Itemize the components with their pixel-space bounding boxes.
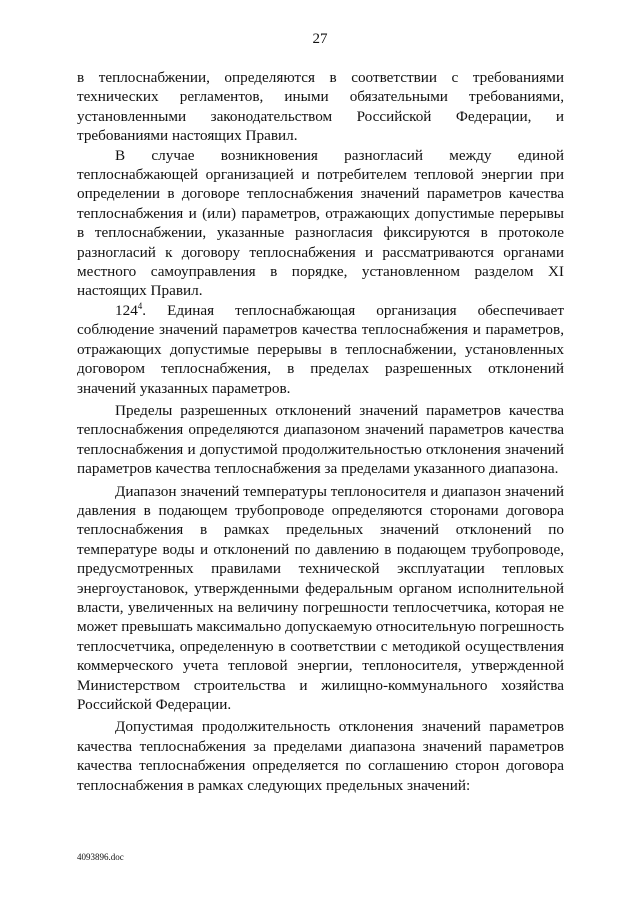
paragraph-deviation-limits: Пределы разрешенных отклонений значений параметров качества теплоснабжения определяются диапазоном значений параметров качества теплоснабжения и допустимой продолжительностью отклонения значений параметров качества теплоснабжения за пределами указанного диапазона.: [77, 401, 564, 478]
clause-number: 124: [115, 301, 138, 319]
page-number: 27: [312, 31, 328, 47]
paragraph-clause-124-4: [77, 301, 564, 398]
paragraph-disagreements: В случае возникновения разногласий между единой теплоснабжающей организацией и потребителем тепловой энергии при определении в договоре теплоснабжения значений параметров качества теплоснабжения и (или) параметров, отражающих допустимые перерывы в теплоснабжении, указанные разногласия фиксируются в протоколе разногласий к договору теплоснабжения и рассматриваются органами местного самоуправления в порядке, установленном разделом XI настоящих Правил.: [77, 146, 564, 300]
document-body: [77, 68, 564, 795]
paragraph-temperature-range: Диапазон значений температуры теплоносителя и диапазон значений давления в подающем трубопроводе определяются сторонами договора теплоснабжения в рамках предельных значений отклонений по температуре воды и отклонений по давлению в подающем трубопроводе, предусмотренных правилами технической эксплуатации тепловых энергоустановок, утвержденными федеральным органом исполнительной власти, увеличенных на величину погрешности теплосчетчика, которая не может превышать максимально допускаемую относительную погрешность теплосчетчика, определенную в соответствии с методикой осуществления коммерческого учета тепловой энергии, теплоносителя, утвержденной Министерством строительства и жилищно-коммунального хозяйства Российской Федерации.: [77, 482, 564, 713]
paragraph-allowed-duration: Допустимая продолжительность отклонения значений параметров качества теплоснабжения за пределами диапазона значений параметров качества теплоснабжения определяется по соглашению сторон договора теплоснабжения в рамках следующих предельных значений:: [77, 718, 564, 794]
document-filename: 4093896.doc: [77, 852, 124, 862]
clause-text: . Единая теплоснабжающая организация обеспечивает соблюдение значений параметров качества теплоснабжения и параметров, отражающих допустимые перерывы в теплоснабжении, установленных договором теплоснабжения, в пределах разрешенных отклонений значений указанных параметров.: [77, 301, 564, 397]
paragraph-continuation: в теплоснабжении, определяются в соответствии с требованиями технических регламентов, иными обязательными требованиями, установленными законодательством Российской Федерации, и требованиями настоящих Правил.: [77, 69, 564, 145]
clause-superscript: 4: [137, 300, 143, 311]
